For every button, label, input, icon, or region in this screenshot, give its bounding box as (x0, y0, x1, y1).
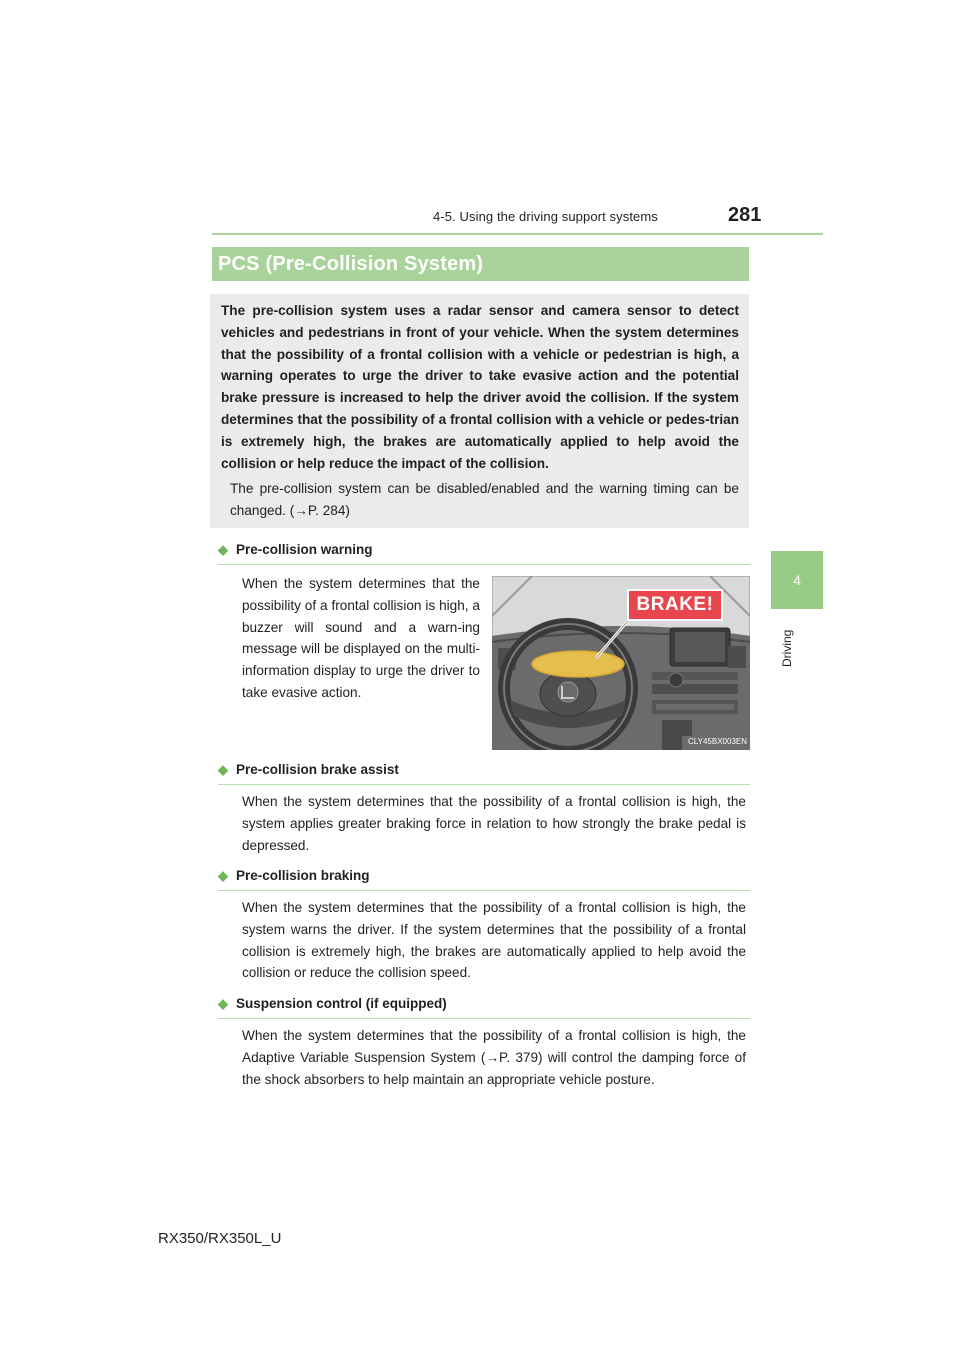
subsection-title: Pre-collision braking (236, 868, 370, 883)
footer-model-code: RX350/RX350L_U (158, 1230, 282, 1247)
chapter-tab[interactable] (771, 551, 823, 609)
subsection-body-warning: When the system determines that the possibility of a frontal collision is high, a buzzer will sound and a warn-ing message will be displayed on the multi-information display to urge the driver to take evasive action. (242, 576, 480, 700)
header-section-title: 4-5. Using the driving support systems (433, 209, 658, 224)
diamond-bullet-icon: ◆ (218, 762, 228, 777)
header-rule (212, 233, 823, 235)
subsection-heading-suspension (218, 996, 447, 1012)
figure-code: CLY45BX003EN (688, 737, 747, 746)
subsection-heading-braking (218, 868, 370, 884)
subsection-title: Pre-collision brake assist (236, 762, 399, 777)
brake-warning-text: BRAKE! (636, 594, 714, 615)
subsection-rule (218, 1018, 750, 1019)
subsection-heading-brake-assist (218, 762, 399, 778)
subsection-rule (218, 784, 750, 785)
chapter-number: 4 (793, 572, 801, 588)
chapter-name: Driving (780, 629, 794, 667)
subsection-body-brake-assist: When the system determines that the possibility of a frontal collision is high, the system applies greater braking force in relation to how strongly the brake pedal is depressed. (242, 794, 746, 853)
subsection-title: Suspension control (if equipped) (236, 996, 447, 1011)
diamond-bullet-icon: ◆ (218, 868, 228, 883)
diamond-bullet-icon: ◆ (218, 996, 228, 1011)
subsection-rule (218, 564, 750, 565)
subsection-rule (218, 890, 750, 891)
subsection-title: Pre-collision warning (236, 542, 373, 557)
section-title-banner (212, 247, 749, 281)
page-number: 281 (728, 204, 762, 226)
subsection-body-suspension: When the system determines that the possibility of a frontal collision is high, the Adaptive Variable Suspension System (→P. 379) will control the damping force of the shock absorbers to help maintain an appropriate vehicle posture. (242, 1028, 746, 1087)
intro-note: The pre-collision system can be disabled/enabled and the warning timing can be changed. (→P. 284) (230, 481, 739, 518)
intro-box (210, 294, 749, 528)
intro-summary: The pre-collision system uses a radar sensor and camera sensor to detect vehicles and pedestrians in front of your vehicle. When the system determines that the possibility of a frontal collision with a vehicle or pedestrian is high, a warning operates to urge the driver to take evasive action and the potential brake pressure is increased to help the driver avoid the collision. If the system determines that the possibility of a frontal collision with a vehicle or pedes-trian is extremely high, the brakes are automatically applied to help avoid the collision or help reduce the impact of the collision. (221, 303, 739, 471)
subsection-body-braking: When the system determines that the possibility of a frontal collision is high, the system warns the driver. If the system determines that the possibility of a frontal collision is extremely high, the brakes are automatically applied to help avoid the collision or reduce the collision speed. (242, 900, 746, 981)
section-title: PCS (Pre-Collision System) (218, 253, 484, 275)
chapter-name-vertical (780, 615, 794, 675)
subsection-heading-warning (218, 542, 373, 558)
diamond-bullet-icon: ◆ (218, 542, 228, 557)
dashboard-warning-illustration (492, 576, 750, 750)
